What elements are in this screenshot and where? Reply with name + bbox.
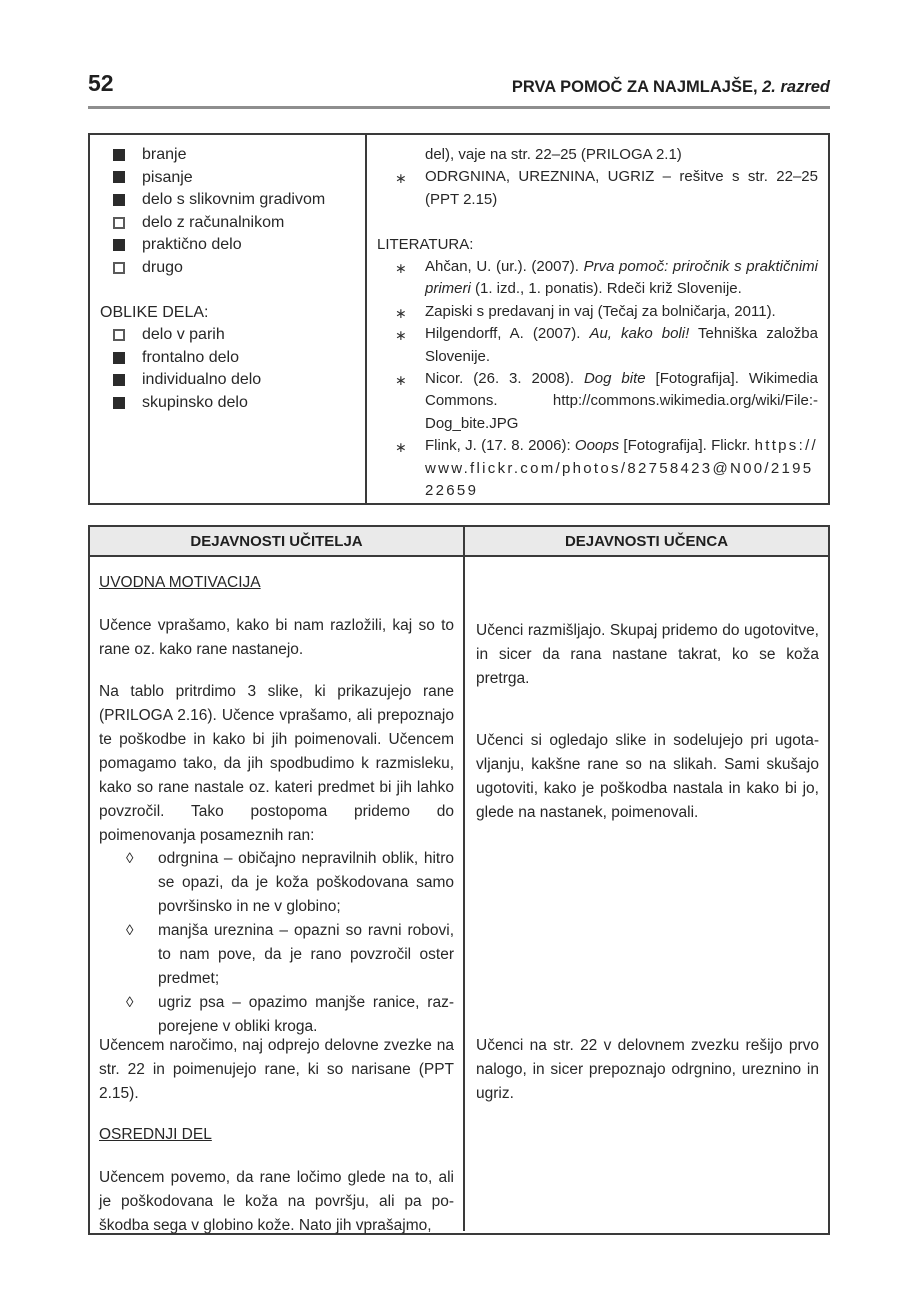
reference-url: https://www.flickr.com/photos/82758423@N00/219522659 bbox=[425, 437, 818, 500]
reference-item bbox=[367, 256, 818, 301]
student-activities-cell bbox=[467, 557, 828, 1231]
activities-table-header bbox=[90, 527, 828, 557]
oblike-checkbox-list bbox=[113, 324, 359, 414]
checkbox-item bbox=[113, 369, 359, 392]
teacher-activities-cell bbox=[90, 557, 465, 1234]
reference-text-plain: Zapiski s predavanj in vaj (Tečaj za bolničarja, 2011). bbox=[425, 302, 776, 320]
checkbox-item bbox=[113, 234, 359, 257]
reference-text-plain: Ahčan, U. (ur.). (2007). bbox=[425, 258, 584, 276]
checkbox-item-label: praktično delo bbox=[142, 236, 242, 254]
asterisk-bullet-icon: ∗ bbox=[395, 170, 407, 187]
material-bullet-text: ODRGNINA, UREZNINA, UGRIZ – rešitve s str. 22–25 (PPT 2.15) bbox=[425, 168, 818, 208]
oblike-dela-title: OBLIKE DELA: bbox=[100, 303, 209, 321]
checkbox-checked-icon bbox=[113, 352, 125, 364]
asterisk-bullet-icon: ∗ bbox=[395, 304, 407, 321]
wound-type-item bbox=[99, 991, 454, 1039]
checkbox-item-label: delo z računalnikom bbox=[142, 213, 285, 231]
reference-text bbox=[425, 437, 818, 499]
method-checkbox-list bbox=[113, 144, 359, 280]
reference-text-plain: Hilgendorff, A. (2007). bbox=[425, 325, 590, 343]
checkbox-item bbox=[113, 144, 359, 167]
page-header-title-grade: 2. razred bbox=[762, 78, 830, 96]
reference-text-italic: Ooops bbox=[574, 437, 620, 455]
reference-text-plain: Flink, J. (17. 8. 2006): bbox=[425, 437, 575, 455]
reference-item bbox=[367, 301, 818, 323]
reference-text bbox=[425, 258, 818, 297]
table-header-student: DEJAVNOSTI UČENCA bbox=[465, 527, 828, 555]
checkbox-item bbox=[113, 324, 359, 347]
checkbox-item bbox=[113, 257, 359, 280]
checkbox-unchecked-icon bbox=[113, 329, 125, 341]
reference-item bbox=[367, 435, 818, 502]
material-bullet-item bbox=[367, 166, 818, 211]
page-header-title bbox=[512, 78, 830, 97]
page-number: 52 bbox=[88, 70, 114, 96]
diamond-bullet-icon: ◊ bbox=[126, 994, 134, 1011]
teacher-paragraph-4: Učencem povemo, da rane ločimo glede na to, ali je poškodovana le koža na površju, ali pa poškodba sega v globino kože. Nato jih vprašajmo, bbox=[99, 1169, 454, 1234]
wound-types-list bbox=[99, 847, 454, 1039]
reference-text-plain: [Fotografija]. Flickr. bbox=[619, 437, 755, 455]
checkbox-item-label: pisanje bbox=[142, 168, 193, 186]
checkbox-item-label: delo s slikovnim gradivom bbox=[142, 191, 326, 209]
wound-type-text: odrgnina – običajno nepravilnih oblik, hitro se opazi, da je koža poškodovana samo površinsko in ne v globino; bbox=[158, 850, 454, 915]
checkbox-item-label: delo v parih bbox=[142, 326, 225, 344]
checkbox-checked-icon bbox=[113, 397, 125, 409]
checkbox-item-label: drugo bbox=[142, 258, 183, 276]
wound-type-item bbox=[99, 919, 454, 991]
checkbox-item-label: branje bbox=[142, 146, 187, 163]
methods-box-right-column bbox=[367, 135, 828, 503]
activities-table bbox=[88, 525, 830, 1235]
reference-text-italic: Prva pomoč: priročnik s praktičnimi primeri bbox=[425, 258, 818, 298]
asterisk-bullet-icon: ∗ bbox=[395, 260, 407, 277]
checkbox-item-label: individualno delo bbox=[142, 371, 262, 389]
asterisk-bullet-icon: ∗ bbox=[395, 327, 407, 344]
teacher-paragraph-1: Učence vprašamo, kako bi nam razložili, kaj so to rane oz. kako rane nastanejo. bbox=[99, 617, 454, 658]
checkbox-checked-icon bbox=[113, 171, 125, 183]
reference-text bbox=[425, 303, 776, 320]
student-paragraph-1: Učenci razmišljajo. Skupaj pridemo do ugotovitve, in sicer da rana nastane takrat, ko se koža pretrga. bbox=[476, 622, 819, 687]
checkbox-unchecked-icon bbox=[113, 262, 125, 274]
checkbox-item-label: frontalno delo bbox=[142, 348, 239, 366]
teacher-paragraph-3: Učencem naročimo, naj odprejo delovne zvezke na str. 22 in poimenujejo rane, ki so narisane (PPT 2.15). bbox=[99, 1037, 454, 1102]
wound-type-item bbox=[99, 847, 454, 919]
checkbox-unchecked-icon bbox=[113, 217, 125, 229]
methods-box bbox=[88, 133, 830, 505]
reference-list bbox=[367, 256, 818, 502]
reference-text-italic: Au, kako boli! bbox=[589, 325, 690, 343]
header-rule bbox=[88, 106, 830, 109]
page-header-title-main: PRVA POMOČ ZA NAJMLAJŠE, bbox=[511, 78, 763, 96]
reference-text-italic: Dog bite bbox=[583, 370, 646, 388]
reference-text-plain: [Fotografija]. Wikimedia Commons. http://commons.wikimedia.org/wiki/File:-​Dog_bite.JPG bbox=[425, 370, 818, 432]
student-paragraph-2: Učenci si ogledajo slike in sodelujejo pri ugotavljanju, kakšne rane so na slikah. Sami skušajo ugotoviti, kako je poškodba nastala in kako bi jo, glede na nastanek, poimenovali. bbox=[476, 732, 819, 821]
checkbox-item bbox=[113, 167, 359, 190]
teacher-paragraph-2: Na tablo pritrdimo 3 slike, ki prikazujejo rane (PRILOGA 2.16). Učence vprašamo, ali prepoznajo te poškodbe in kako bi jih poimenovali. Učencem pomagamo tako, da jih spodbudimo k razmisleku, kako so rane nastale oz. kateri predmet bi jih lahko povzročil. Tako postopoma pridemo do poimenovanja posameznih ran: bbox=[99, 683, 454, 844]
checkbox-item-label: skupinsko delo bbox=[142, 393, 248, 411]
checkbox-checked-icon bbox=[113, 374, 125, 386]
reference-text-plain: Nicor. (26. 3. 2008). bbox=[425, 370, 584, 388]
checkbox-item bbox=[113, 212, 359, 235]
activities-table-body bbox=[90, 557, 828, 1234]
diamond-bullet-icon: ◊ bbox=[126, 922, 134, 939]
uvodna-motivacija-heading: UVODNA MOTIVACIJA bbox=[99, 574, 261, 591]
methods-box-left-column bbox=[90, 135, 367, 503]
reference-item bbox=[367, 323, 818, 368]
osrednji-del-heading: OSREDNJI DEL bbox=[99, 1126, 212, 1143]
checkbox-item bbox=[113, 347, 359, 370]
reference-item bbox=[367, 368, 818, 435]
reference-text bbox=[425, 325, 818, 364]
checkbox-item bbox=[113, 189, 359, 212]
reference-text-plain: Tehniška založba Slovenije. bbox=[425, 325, 818, 365]
wound-type-text: manjša ureznina – opazni so ravni robovi, to nam pove, da je rano povzročil oster predmet; bbox=[158, 922, 454, 987]
literatura-heading: LITERATURA: bbox=[377, 235, 474, 253]
checkbox-checked-icon bbox=[113, 149, 125, 161]
wound-type-text: ugriz psa – opazimo manjše ranice, razporejene v obliki kroga. bbox=[158, 994, 454, 1035]
continuation-line: del), vaje na str. 22–25 (PRILOGA 2.1) bbox=[425, 146, 682, 163]
checkbox-checked-icon bbox=[113, 239, 125, 251]
diamond-bullet-icon: ◊ bbox=[126, 850, 134, 867]
checkbox-checked-icon bbox=[113, 194, 125, 206]
reference-text-plain: (1. izd., 1. ponatis). Rdeči križ Slovenije. bbox=[470, 280, 742, 298]
table-header-teacher: DEJAVNOSTI UČITELJA bbox=[90, 527, 465, 555]
reference-text bbox=[425, 370, 818, 432]
checkbox-item bbox=[113, 392, 359, 415]
asterisk-bullet-icon: ∗ bbox=[395, 439, 407, 456]
asterisk-bullet-icon: ∗ bbox=[395, 372, 407, 389]
student-paragraph-3: Učenci na str. 22 v delovnem zvezku rešijo prvo nalogo, in sicer prepoznajo odrgnino, ureznino in ugriz. bbox=[476, 1037, 819, 1102]
